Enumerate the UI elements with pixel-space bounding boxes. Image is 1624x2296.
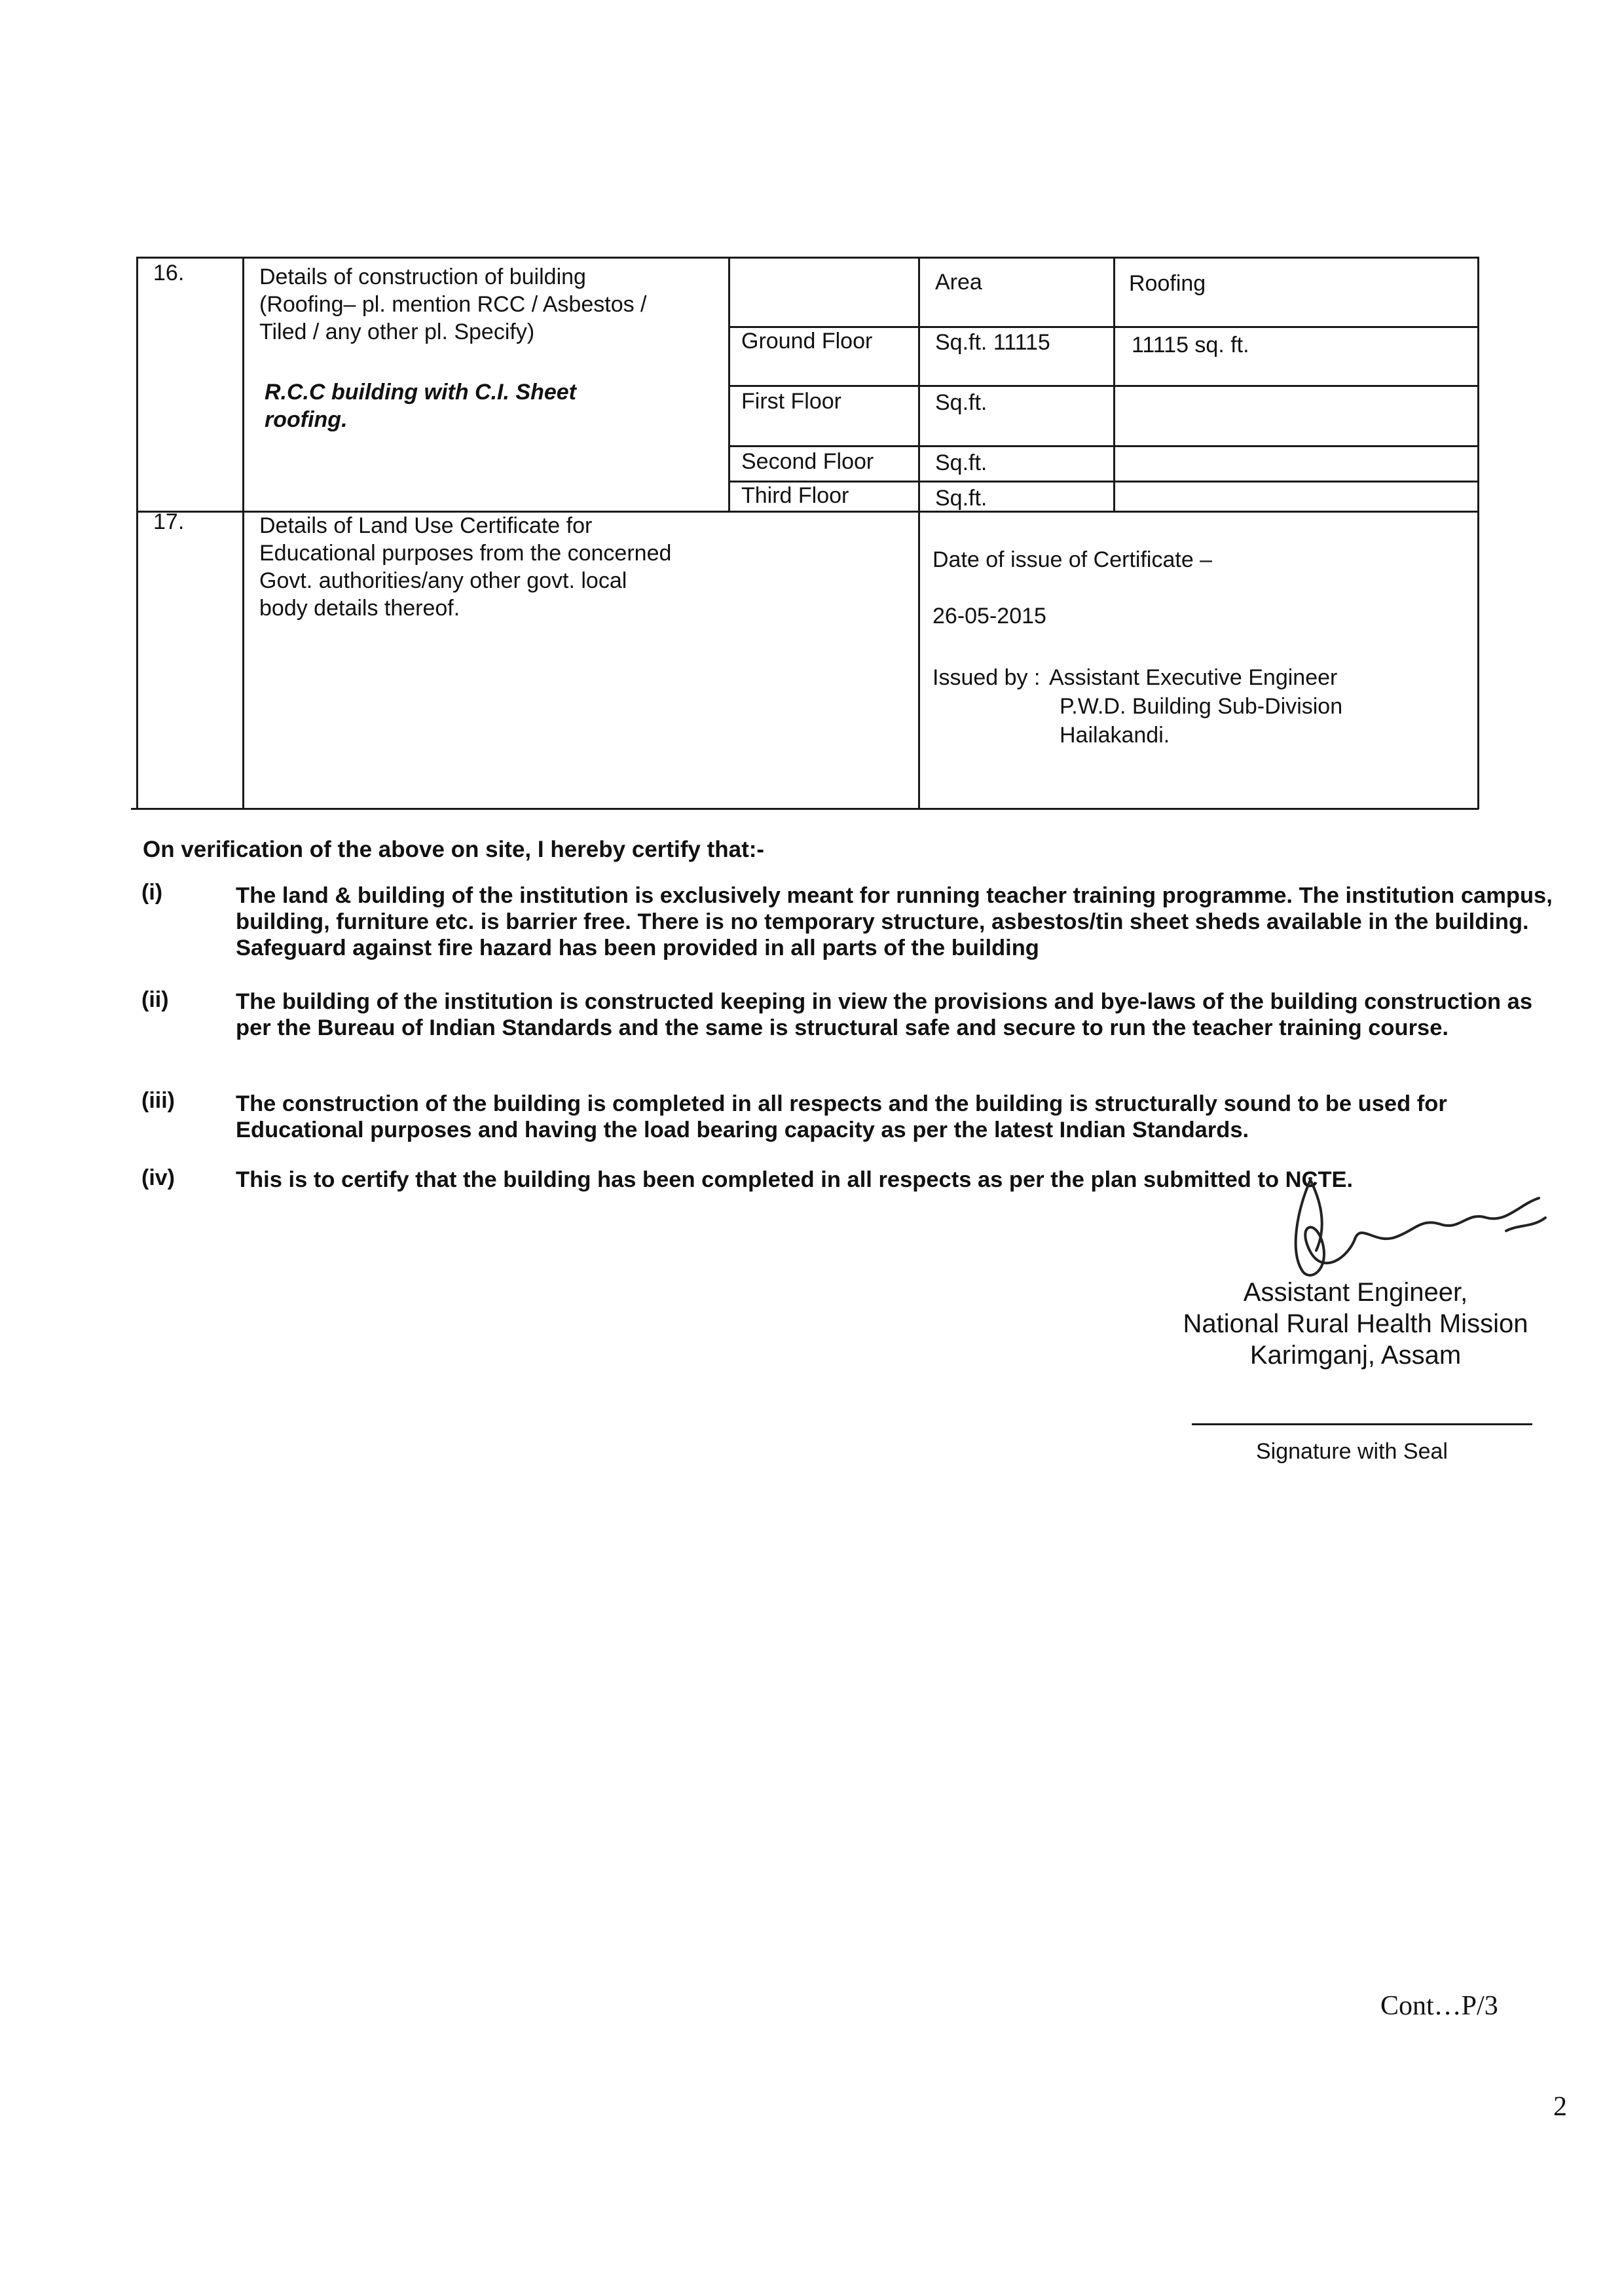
item16-desc-line: Details of construction of building: [259, 264, 586, 289]
floor-label: Ground Floor: [741, 329, 873, 354]
item16-note-line: R.C.C building with C.I. Sheet: [265, 380, 576, 405]
item17-desc-line: Details of Land Use Certificate for: [259, 513, 593, 538]
item17-desc-line: body details thereof.: [259, 596, 460, 621]
table-rule: [728, 385, 1479, 387]
item-number: 16.: [153, 261, 185, 285]
floor-area: Sq.ft.: [935, 486, 987, 511]
certification-heading: On verification of the above on site, I hereby certify that:-: [143, 837, 765, 862]
issued-by-line: Hailakandi.: [1060, 723, 1170, 748]
clause-number: (iv): [141, 1165, 175, 1190]
floor-label: Second Floor: [741, 449, 874, 474]
certificate-date-label: Date of issue of Certificate –: [932, 547, 1213, 572]
table-col-divider: [1113, 257, 1115, 511]
clause-number: (ii): [141, 987, 169, 1012]
floor-area: Sq.ft. 11115: [935, 330, 1050, 355]
item16-desc-line: (Roofing– pl. mention RCC / Asbestos /: [259, 292, 647, 317]
certificate-date-value: 26-05-2015: [932, 604, 1046, 629]
table-col-divider: [728, 257, 730, 511]
floor-area: Sq.ft.: [935, 390, 987, 415]
seal-line: Assistant Engineer,: [1243, 1278, 1468, 1307]
column-header-area: Area: [935, 270, 982, 295]
clause-number: (iii): [141, 1088, 175, 1113]
table-rule: [728, 445, 1479, 447]
clause-text: The construction of the building is completed in all respects and the building is structurally sound to be used for Educational purposes and having the load bearing capacity as per the latest Indian Standards.: [236, 1091, 1447, 1142]
item17-desc-line: Educational purposes from the concerned: [259, 541, 672, 566]
clause-text: This is to certify that the building has been completed in all respects as per the plan submitted to NCTE.: [236, 1167, 1354, 1192]
official-seal: [1133, 1277, 1578, 1371]
issued-by-line: P.W.D. Building Sub-Division: [1060, 694, 1343, 719]
column-header-roofing: Roofing: [1129, 271, 1206, 296]
signature-line: [1192, 1423, 1532, 1425]
item16-note-line: roofing.: [265, 407, 348, 432]
seal-line: Karimganj, Assam: [1249, 1341, 1462, 1370]
table-col-divider: [242, 257, 244, 809]
item-number: 17.: [153, 509, 185, 534]
seal-line: National Rural Health Mission: [1183, 1309, 1528, 1338]
signature-label: Signature with Seal: [1256, 1439, 1448, 1464]
floor-area: Sq.ft.: [935, 450, 987, 475]
table-col-divider: [918, 257, 920, 809]
table-right-border: [1477, 257, 1479, 809]
continuation-note: Cont…P/3: [1380, 1991, 1498, 2021]
page-number: 2: [1553, 2092, 1567, 2122]
issued-by-label: Issued by :: [932, 665, 1041, 690]
item16-desc-line: Tiled / any other pl. Specify): [259, 319, 535, 344]
table-top-border: [136, 257, 1479, 259]
table-left-border: [136, 257, 138, 809]
table-bottom-border: [131, 808, 1479, 810]
clause-text: The building of the institution is constructed keeping in view the provisions and bye-laws of the building construction as per the Bureau of Indian Standards and the same is structural safe and secure to run the teacher training course.: [236, 989, 1533, 1040]
floor-label: Third Floor: [741, 483, 849, 508]
issued-by-line: Assistant Executive Engineer: [1049, 665, 1338, 690]
floor-roofing: 11115 sq. ft.: [1132, 333, 1249, 357]
clause-number: (i): [141, 880, 163, 905]
floor-label: First Floor: [741, 389, 841, 414]
clause-text: The land & building of the institution is exclusively meant for running teacher training programme. The institution campus, building, furniture etc. is barrier free. There is no temporary structure, asbestos/tin sheet sheds available in the building. Safeguard against fire hazard has been provided in all parts of the building: [236, 883, 1553, 960]
item17-desc-line: Govt. authorities/any other govt. local: [259, 568, 627, 593]
